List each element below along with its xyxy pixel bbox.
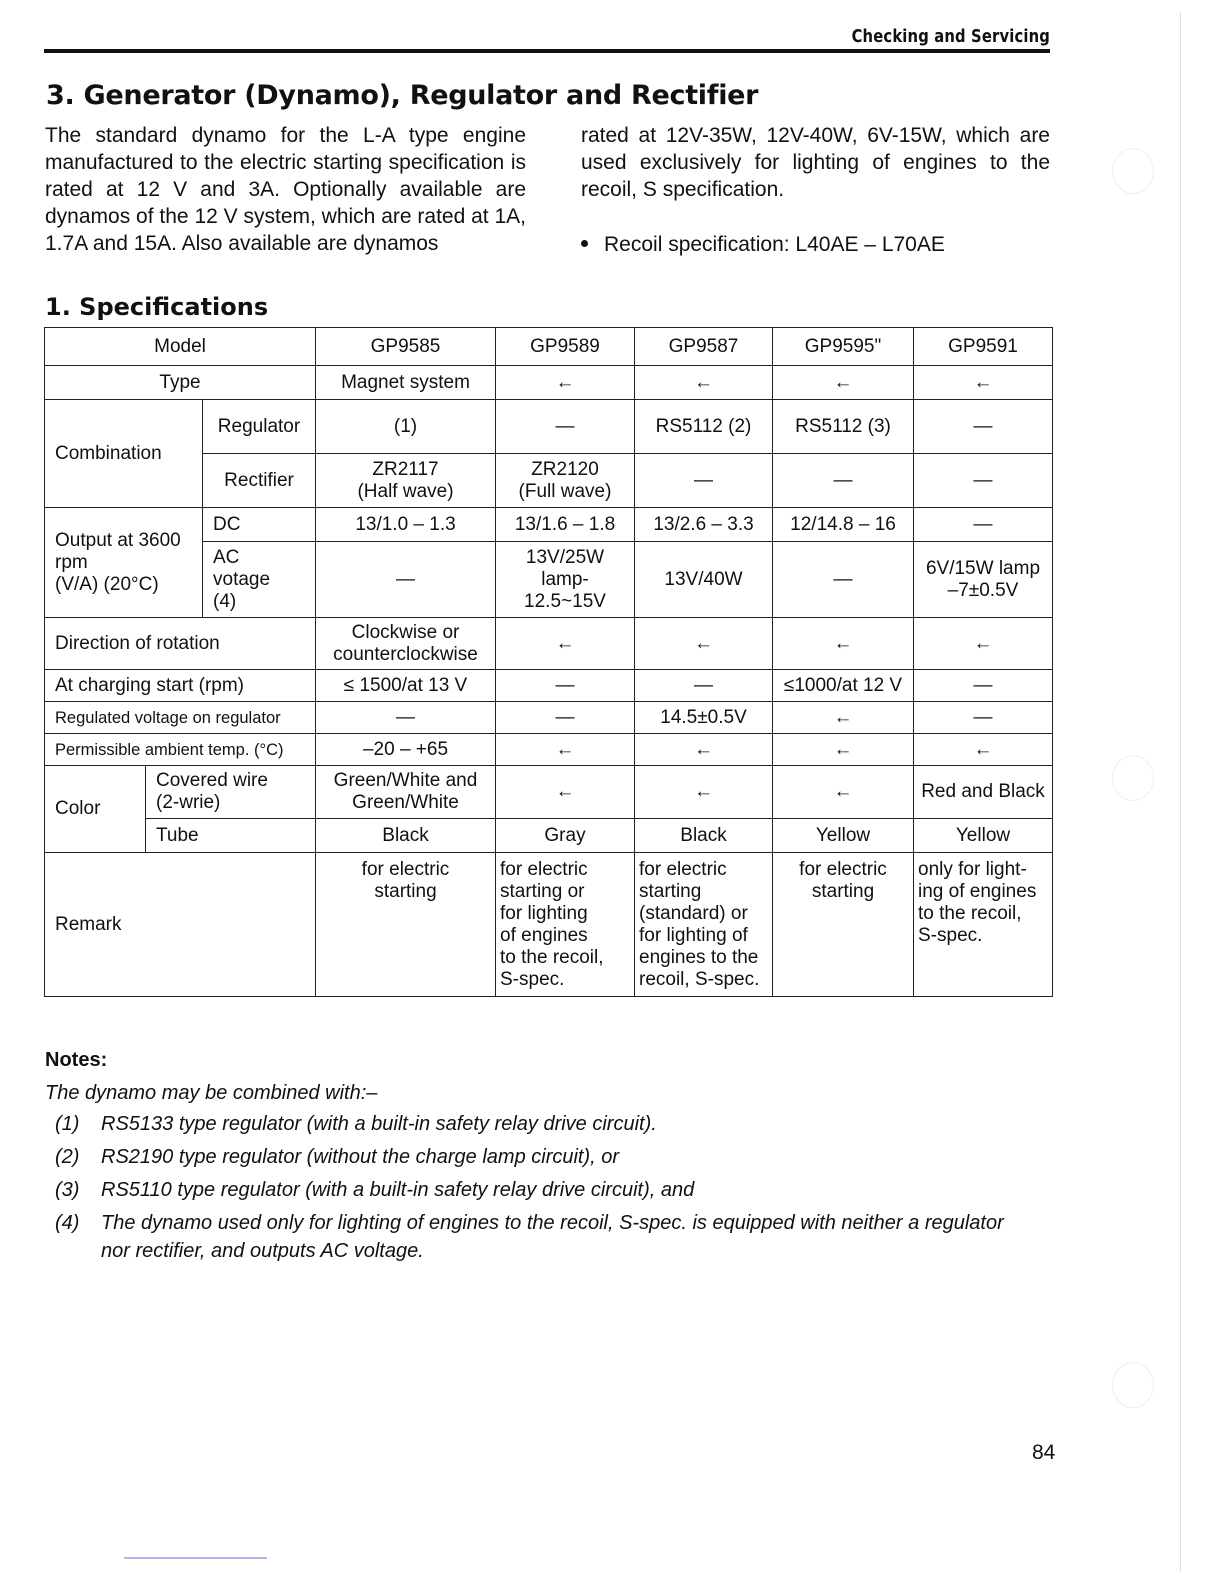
- ac-cell: [316, 542, 496, 618]
- ac-cell: [773, 542, 914, 618]
- specifications-table: [44, 327, 1053, 997]
- direction-cell: [773, 618, 914, 670]
- cell-line: ing of engines: [918, 881, 1037, 902]
- binder-hole-mark: [1112, 148, 1154, 194]
- row-label-model: Model: [45, 328, 316, 366]
- table-row-dc: [45, 508, 1053, 542]
- cell-line: —: [833, 568, 853, 590]
- cell-line: 12.5~15V: [524, 590, 606, 612]
- regulated-cell: —: [914, 702, 1053, 734]
- header-rule: [44, 49, 1050, 53]
- cell-line: (Half wave): [357, 480, 454, 502]
- row-label-dc: DC: [203, 508, 316, 542]
- rectifier-cell: [635, 454, 773, 508]
- intro-paragraph-left: The standard dynamo for the L-A type engine manufactured to the electric starting specification is rated at 12 V and 3A. Optionally available are dynamos of the 12 V system, which are rated at 1A, 1.7A and 15A. Also available are dynamos: [45, 124, 526, 255]
- cell-line: ←: [694, 781, 713, 802]
- note-item: [45, 1110, 1005, 1138]
- rectifier-cell: [773, 454, 914, 508]
- charging-cell: ≤ 1500/at 13 V: [316, 670, 496, 702]
- direction-cell: [316, 618, 496, 670]
- table-row-tube: [45, 819, 1053, 853]
- type-cell: ←: [635, 366, 773, 400]
- charging-cell: ≤1000/at 12 V: [773, 670, 914, 702]
- cell-line: lamp-: [541, 568, 589, 590]
- covered-cell: [773, 766, 914, 819]
- cell-line: 6V/15W lamp: [925, 557, 1041, 579]
- model-cell: GP9591: [914, 328, 1053, 366]
- cell-line: (standard) or: [639, 903, 748, 924]
- dc-cell: 13/2.6 – 3.3: [635, 508, 773, 542]
- covered-cell: [496, 766, 635, 819]
- regulator-cell: —: [914, 400, 1053, 454]
- regulator-cell: (1): [316, 400, 496, 454]
- cell-line: for electric: [361, 859, 450, 880]
- dc-cell: 13/1.0 – 1.3: [316, 508, 496, 542]
- bullet-recoil-spec: [581, 231, 945, 258]
- cell-line: counterclockwise: [333, 643, 478, 665]
- cell-line: S-spec.: [918, 925, 983, 946]
- remark-cell: [773, 853, 914, 997]
- cell-line: votage: [213, 568, 271, 590]
- cell-line: Green/White and: [333, 770, 478, 791]
- cell-line: starting: [374, 881, 437, 902]
- row-label-covered-wire: [146, 766, 316, 819]
- ac-cell: [635, 542, 773, 618]
- dc-cell: —: [914, 508, 1053, 542]
- note-item: [45, 1209, 1005, 1265]
- cell-line: ←: [833, 632, 853, 654]
- cell-line: ←: [973, 632, 993, 654]
- notes-section: [45, 1044, 1005, 1270]
- binder-hole-mark: [1112, 1362, 1154, 1408]
- cell-line: ←: [833, 781, 853, 802]
- cell-line: Red and Black: [921, 781, 1045, 802]
- row-label-remark: Remark: [45, 853, 316, 997]
- table-row-type: [45, 366, 1053, 400]
- ac-cell: [914, 542, 1053, 618]
- page-number: 84: [1032, 1441, 1056, 1464]
- cell-line: starting: [639, 881, 702, 902]
- cell-line: Green/White: [352, 792, 459, 813]
- cell-line: Output at 3600: [55, 529, 181, 551]
- type-cell: ←: [773, 366, 914, 400]
- model-cell: GP9595": [773, 328, 914, 366]
- section-heading: 3. Generator (Dynamo), Regulator and Rectifier: [46, 80, 759, 111]
- note-number: (4): [55, 1212, 80, 1234]
- cell-line: for lighting: [500, 903, 588, 924]
- table-row-covered-wire: [45, 766, 1053, 819]
- table-row-model: [45, 328, 1053, 366]
- regulator-cell: —: [496, 400, 635, 454]
- scan-edge-mark: [124, 1557, 267, 1559]
- cell-line: to the recoil,: [918, 903, 1022, 924]
- model-cell: GP9585: [316, 328, 496, 366]
- type-cell: ←: [914, 366, 1053, 400]
- row-label-ambient: Permissible ambient temp. (°C): [45, 734, 316, 766]
- cell-line: rpm: [55, 551, 88, 573]
- specifications-heading: 1. Specifications: [45, 293, 269, 321]
- rectifier-cell: [316, 454, 496, 508]
- direction-cell: [914, 618, 1053, 670]
- cell-line: recoil, S-spec.: [639, 969, 760, 990]
- remark-cell: [635, 853, 773, 997]
- row-label-ac: [203, 542, 316, 618]
- ambient-cell: ←: [914, 734, 1053, 766]
- cell-line: starting or: [500, 881, 585, 902]
- notes-title: Notes:: [45, 1049, 108, 1071]
- cell-line: AC: [213, 546, 240, 568]
- regulated-cell: —: [316, 702, 496, 734]
- row-label-type: Type: [45, 366, 316, 400]
- rectifier-cell: [914, 454, 1053, 508]
- covered-cell: [914, 766, 1053, 819]
- cell-line: (V/A) (20°C): [55, 573, 159, 595]
- rectifier-cell: [496, 454, 635, 508]
- table-row-regulated: [45, 702, 1053, 734]
- type-cell: ←: [496, 366, 635, 400]
- note-text: RS5110 type regulator (with a built-in safety relay drive circuit), and: [101, 1179, 695, 1201]
- cell-line: for electric: [500, 859, 588, 880]
- cell-line: (4): [213, 590, 237, 612]
- tube-cell: Black: [635, 819, 773, 853]
- cell-line: of engines: [500, 925, 588, 946]
- ambient-cell: ←: [496, 734, 635, 766]
- cell-line: —: [833, 469, 853, 491]
- dc-cell: 13/1.6 – 1.8: [496, 508, 635, 542]
- cell-line: ←: [555, 632, 575, 654]
- charging-cell: —: [496, 670, 635, 702]
- remark-cell: [496, 853, 635, 997]
- note-number: (1): [55, 1113, 80, 1135]
- note-text: The dynamo used only for lighting of engines to the recoil, S-spec. is equipped with neither a regulator nor rectifier, and outputs AC voltage.: [101, 1212, 1004, 1262]
- cell-line: 13V/40W: [664, 568, 743, 590]
- cell-line: for electric: [639, 859, 727, 880]
- page-margin-line: [1180, 12, 1181, 1572]
- cell-line: ←: [694, 632, 713, 654]
- row-label-charging: At charging start (rpm): [45, 670, 316, 702]
- regulated-cell: —: [496, 702, 635, 734]
- cell-line: ZR2117: [372, 458, 439, 480]
- model-cell: GP9589: [496, 328, 635, 366]
- regulator-cell: RS5112 (2): [635, 400, 773, 454]
- row-label-tube: Tube: [146, 819, 316, 853]
- table-row-charging: [45, 670, 1053, 702]
- cell-line: ZR2120: [531, 458, 599, 480]
- cell-line: engines to the: [639, 947, 759, 968]
- note-text: RS2190 type regulator (without the charge lamp circuit), or: [101, 1146, 620, 1168]
- row-label-regulator: Regulator: [203, 400, 316, 454]
- note-item: [45, 1176, 1005, 1204]
- row-label-output: [45, 508, 203, 618]
- ambient-cell: ←: [773, 734, 914, 766]
- running-header: Checking and Servicing: [851, 26, 1050, 47]
- row-label-combination: Combination: [45, 400, 203, 508]
- note-number: (3): [55, 1179, 80, 1201]
- intro-paragraph-right: rated at 12V-35W, 12V-40W, 6V-15W, which are used exclusively for lighting of engines to the recoil, S specification.: [581, 124, 1050, 201]
- row-label-color: Color: [45, 766, 146, 853]
- notes-intro: The dynamo may be combined with:–: [45, 1082, 378, 1104]
- cell-line: —: [396, 568, 415, 590]
- table-row-regulator: [45, 400, 1053, 454]
- charging-cell: —: [635, 670, 773, 702]
- dc-cell: 12/14.8 – 16: [773, 508, 914, 542]
- cell-line: only for light-: [918, 859, 1027, 880]
- cell-line: for electric: [799, 859, 887, 880]
- cell-line: Clockwise or: [351, 621, 460, 643]
- charging-cell: —: [914, 670, 1053, 702]
- row-label-direction: Direction of rotation: [45, 618, 316, 670]
- cell-line: —: [694, 469, 713, 491]
- note-text: RS5133 type regulator (with a built-in safety relay drive circuit).: [101, 1113, 657, 1135]
- cell-line: —: [973, 469, 993, 491]
- table-row-direction: [45, 618, 1053, 670]
- remark-cell: [316, 853, 496, 997]
- cell-line: ←: [555, 781, 575, 802]
- bullet-icon: [581, 240, 588, 247]
- ac-cell: [496, 542, 635, 618]
- regulator-cell: RS5112 (3): [773, 400, 914, 454]
- cell-line: (2-wrie): [156, 792, 221, 813]
- table-row-ambient: [45, 734, 1053, 766]
- bullet-text: Recoil specification: L40AE – L70AE: [604, 233, 945, 256]
- tube-cell: Black: [316, 819, 496, 853]
- cell-line: Covered wire: [156, 770, 268, 791]
- binder-hole-mark: [1112, 755, 1154, 801]
- cell-line: starting: [811, 881, 875, 902]
- covered-cell: [635, 766, 773, 819]
- cell-line: 13V/25W: [525, 546, 605, 568]
- row-label-regulated: Regulated voltage on regulator: [45, 702, 316, 734]
- covered-cell: [316, 766, 496, 819]
- model-cell: GP9587: [635, 328, 773, 366]
- remark-cell: [914, 853, 1053, 997]
- regulated-cell: ←: [773, 702, 914, 734]
- direction-cell: [635, 618, 773, 670]
- tube-cell: Yellow: [773, 819, 914, 853]
- cell-line: for lighting of: [639, 925, 748, 946]
- cell-line: (Full wave): [518, 480, 612, 502]
- note-number: (2): [55, 1146, 80, 1168]
- ambient-cell: ←: [635, 734, 773, 766]
- ambient-cell: –20 – +65: [316, 734, 496, 766]
- type-cell: Magnet system: [316, 366, 496, 400]
- cell-line: –7±0.5V: [947, 579, 1019, 601]
- note-item: [45, 1143, 1005, 1171]
- cell-line: S-spec.: [500, 969, 565, 990]
- tube-cell: Yellow: [914, 819, 1053, 853]
- regulated-cell: 14.5±0.5V: [635, 702, 773, 734]
- direction-cell: [496, 618, 635, 670]
- tube-cell: Gray: [496, 819, 635, 853]
- table-row-remark: [45, 853, 1053, 997]
- cell-line: to the recoil,: [500, 947, 604, 968]
- row-label-rectifier: Rectifier: [203, 454, 316, 508]
